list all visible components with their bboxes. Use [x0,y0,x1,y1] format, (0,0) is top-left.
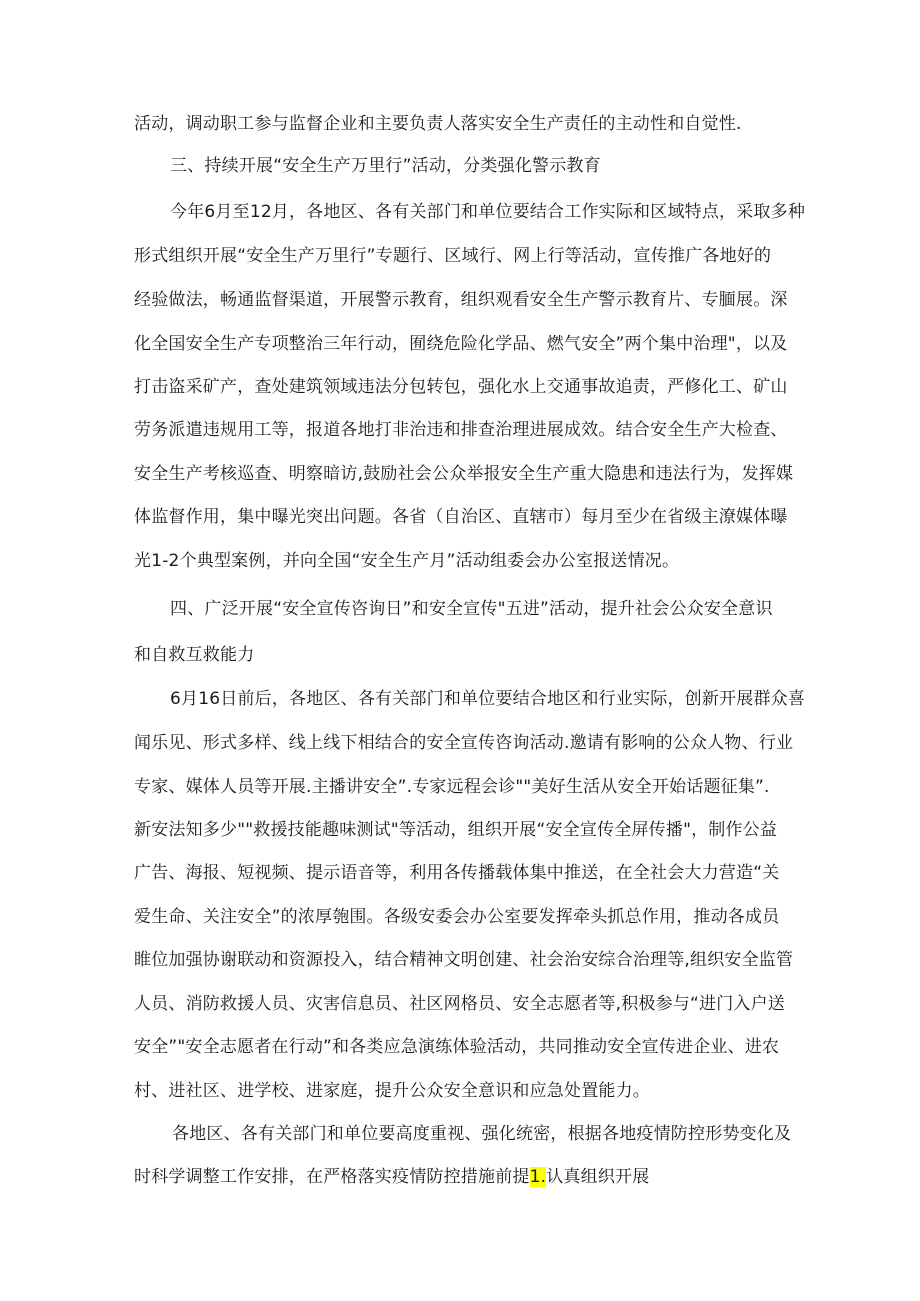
text-line: 形式组织开展“安全生产万里行”专题行、区域行、网上行等活动，宣传推广各地好的 [134,246,772,266]
section-heading: 三、持续开展“安全生产万里行”活动，分类强化警示教育 [170,156,601,176]
text-line: 6月16日前后，各地区、各有关部门和单位要结合地区和行业实际，创新开展群众喜 [170,689,806,709]
text-line: 闻乐见、形式多样、线上线下相结合的安全宣传咨询活动.邀请有影响的公众人物、行业 [134,733,794,753]
section-heading: 四、广泛开展“安全宣传咨询日”和安全宣传"五进”活动，提升社会公众安全意识 [170,599,773,619]
text-line: 安全”"安全志愿者在行动”和各类应急演练体验活动，共同推动安全宣传进企业、进农 [134,1037,780,1057]
text-line-tail: 认真组织开展 [546,1167,650,1187]
text-line-start: 时科学调整工作安排，在严格落实疫情防控措施前提 [134,1167,530,1187]
text-line: 今年6月至12月，各地区、各有关部门和单位要结合工作实际和区域特点，采取多种 [170,202,806,222]
text-line: 化全国安全生产专项整治三年行动，囿绕危险化学品、燃气安全”两个集中治理"，以及 [134,334,788,354]
text-line: 安全生产考核巡查、明察暗访,鼓励社会公众举报安全生产重大隐患和违法行为，发挥媒 [134,464,794,484]
text-line: 活动，调动职工参与监督企业和主要负责人落实安全生产责任的主动性和自觉性. [134,114,742,134]
text-line: 劳务派遣违规用工等，报道各地打非治违和排查治理进展成效。结合安全生产大检查、 [134,420,788,440]
section-heading: 和自救互救能力 [134,645,255,665]
text-line: 人员、消防救援人员、灾害信息员、社区网格员、安全志愿者等,积极参与“进门入户送 [134,994,786,1014]
text-line: 专家、媒体人员等开展.主播讲安全”.专家远程会诊""美好生活从安全开始话题征集”. [134,777,770,797]
highlighted-number: 1. [529,1167,547,1187]
text-line: 新安法知多少""救援技能趣味测试"等活动，组织开展“安全宣传全屏传播"，制作公益 [134,820,778,840]
text-line-last [134,1165,794,1189]
text-line: 打击盗采矿产，查处建筑领域违法分包转包，强化水上交通事故追责，严修化工、矿山 [134,377,788,397]
text-line: 光1-2个典型案例，并向全国“安全生产月”活动组委会办公室报送情况。 [134,551,680,571]
text-line: 睢位加强协谢联动和资源投入，结合精神文明创建、社会治安综合治理等,组织安全监管 [134,950,794,970]
text-line: 各地区、各有关部门和单位要高度重视、强化统密，根据各地疫情防控形势变化及 [172,1124,792,1144]
text-line: 广告、海报、短视频、提示语音等，利用各传播载体集中推送，在全社会大力营造“关 [134,863,780,883]
text-line: 爱生命、关注安全”的浓厚匏围。各级安委会办公室要发挥牵头抓总作用，推动各成员 [134,907,780,927]
text-line: 村、进社区、进学校、进家庭，提升公众安全意识和应急处置能力。 [134,1081,650,1101]
text-line: 体监督作用，集中曝光突出问题。各省（自治区、直辖市）每月至少在省级主潦媒体曝 [134,507,788,527]
text-line: 经验做法，畅通监督渠道，开展警示教育，组织观看安全生产警示教育片、专腼展。深 [134,290,788,310]
